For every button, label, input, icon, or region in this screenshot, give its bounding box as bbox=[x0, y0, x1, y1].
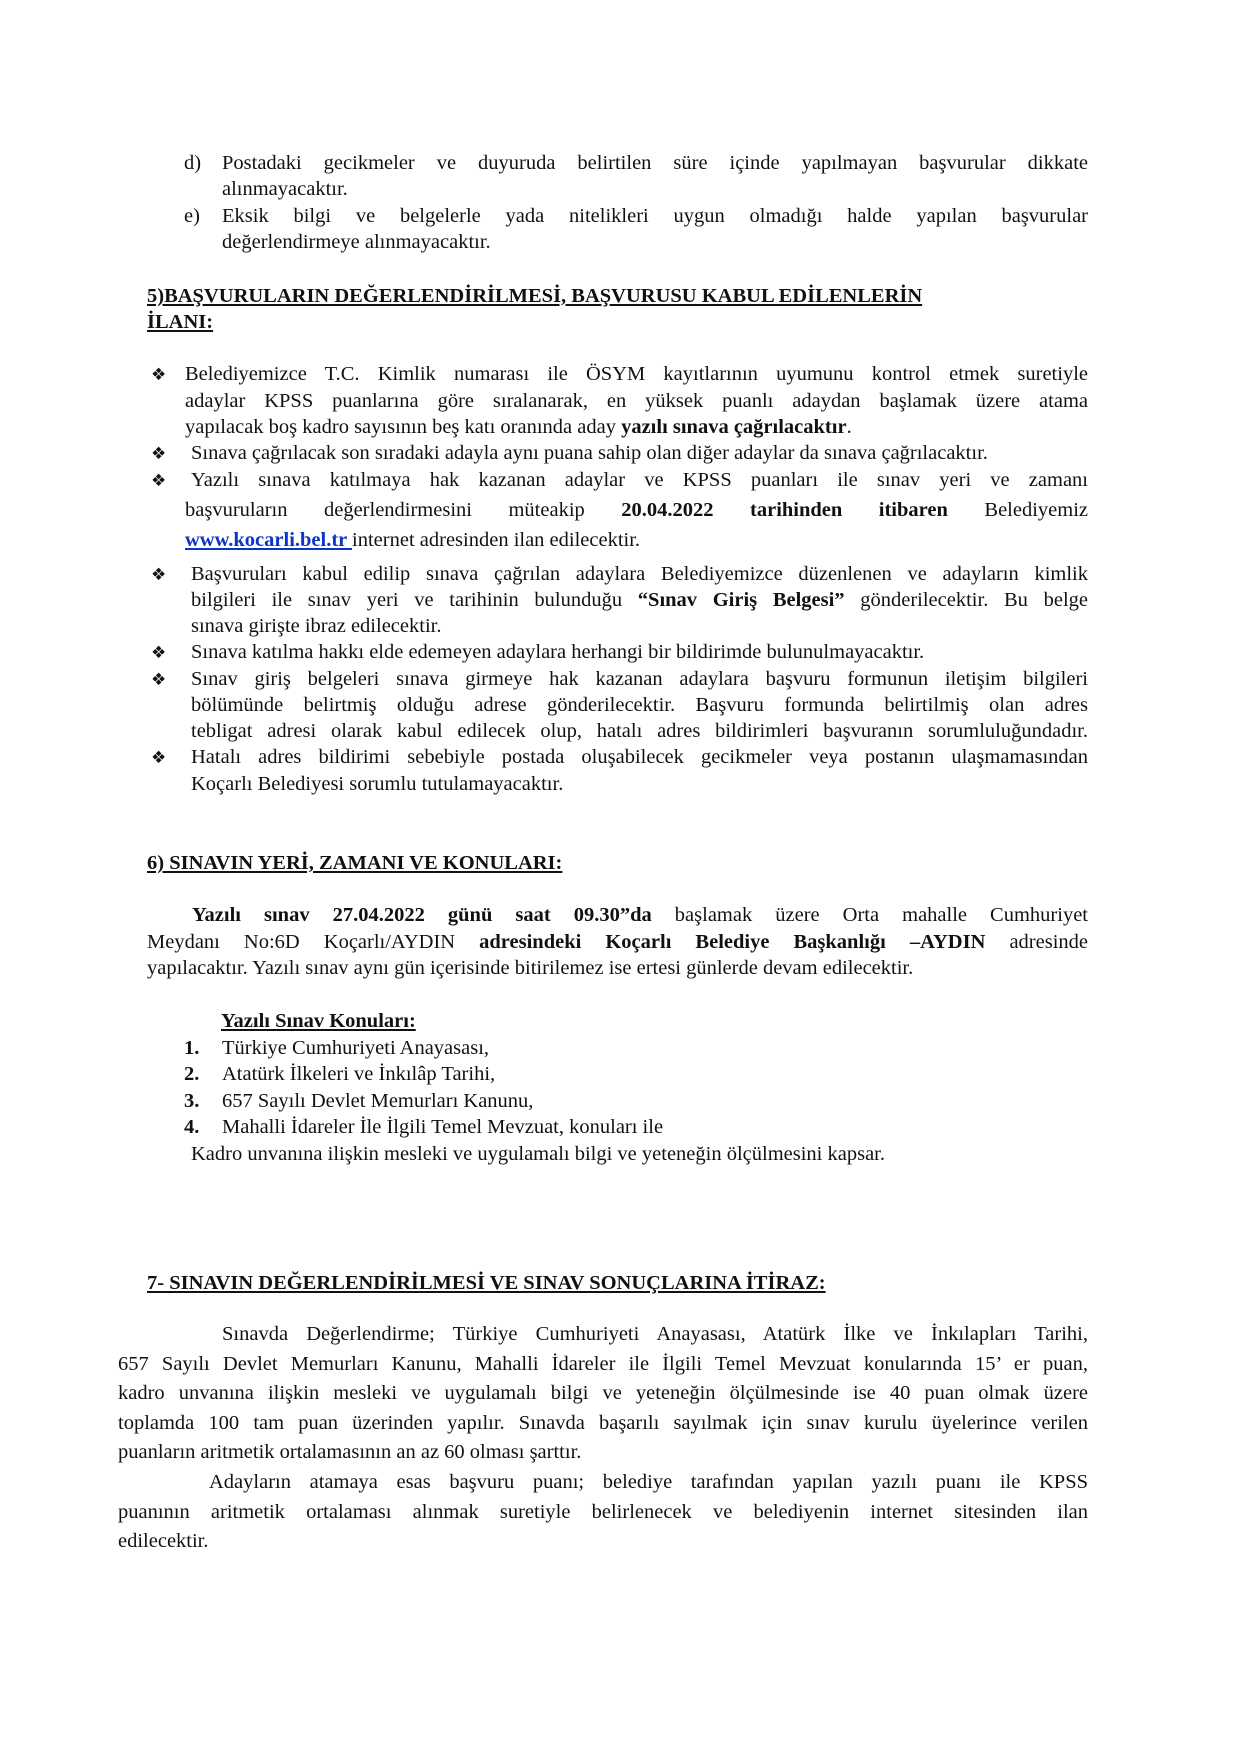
bullet-text-line: Sınava çağrılacak son sıradaki adayla aynı puana sahip olan diğer adaylar da sınava çağrılacaktır. bbox=[191, 442, 988, 464]
bullet-text-line: yapılacak boş kadro sayısının beş katı oranında aday yazılı sınava çağrılacaktır. bbox=[185, 416, 852, 438]
bullet-text-line: Başvuruları kabul edilip sınava çağrılan adaylara Belediyemizce düzenlenen ve adayların kimlik bbox=[191, 563, 1088, 585]
topic-number: 4. bbox=[184, 1116, 200, 1138]
bullet-text-line: Belediyemizce T.C. Kimlik numarası ile ÖSYM kayıtlarının uyumunu kontrol etmek suretiyle bbox=[185, 363, 1088, 385]
section-heading: İLANI: bbox=[147, 311, 214, 333]
topic-number: 1. bbox=[184, 1037, 200, 1059]
section-heading: 6) SINAVIN YERİ, ZAMANI VE KONULARI: bbox=[147, 852, 563, 874]
paragraph-line: 657 Sayılı Devlet Memurları Kanunu, Mahalli İdareler ile İlgili Temel Mevzuat konularında 15’ er puan, bbox=[118, 1353, 1088, 1375]
paragraph-line: puanının aritmetik ortalaması alınmak suretiyle belirlenecek ve belediyenin internet sitesinden ilan bbox=[118, 1501, 1088, 1523]
paragraph-line: Meydanı No:6D Koçarlı/AYDIN adresindeki Koçarlı Belediye Başkanlığı –AYDIN adresinde bbox=[147, 931, 1088, 953]
item-text-line: değerlendirmeye alınmayacaktır. bbox=[222, 231, 491, 253]
topics-heading: Yazılı Sınav Konuları: bbox=[221, 1010, 416, 1032]
item-label: d) bbox=[184, 152, 202, 174]
bullet-text-line: bölümünde belirtmiş olduğu adrese gönderilecektir. Başvuru formunda belirtilmiş olan adres bbox=[191, 694, 1088, 716]
diamond-bullet-icon: ❖ bbox=[151, 670, 167, 690]
bullet-text-line: Yazılı sınava katılmaya hak kazanan adaylar ve KPSS puanları ile sınav yeri ve zamanı bbox=[191, 469, 1088, 491]
topic-text: Mahalli İdareler İle İlgili Temel Mevzuat, konuları ile bbox=[222, 1116, 664, 1138]
paragraph-line: edilecektir. bbox=[118, 1530, 209, 1552]
bullet-text-line: başvuruların değerlendirmesini müteakip 20.04.2022 tarihinden itibaren Belediyemiz bbox=[185, 499, 1088, 521]
bullet-text-line: Hatalı adres bildirimi sebebiyle postada oluşabilecek gecikmeler veya postanın ulaşmamasından bbox=[191, 746, 1088, 768]
item-text-line: alınmayacaktır. bbox=[222, 178, 348, 200]
bullet-text-line: Koçarlı Belediyesi sorumlu tutulamayacaktır. bbox=[191, 773, 564, 795]
topic-number: 2. bbox=[184, 1063, 200, 1085]
paragraph-line: Yazılı sınav 27.04.2022 günü saat 09.30”da başlamak üzere Orta mahalle Cumhuriyet bbox=[192, 904, 1088, 926]
diamond-bullet-icon: ❖ bbox=[151, 471, 167, 491]
diamond-bullet-icon: ❖ bbox=[151, 748, 167, 768]
diamond-bullet-icon: ❖ bbox=[151, 565, 167, 585]
item-text-line: Eksik bilgi ve belgelerle yada nitelikleri uygun olmadığı halde yapılan başvurular bbox=[222, 205, 1088, 227]
bullet-text-line: sınava girişte ibraz edilecektir. bbox=[191, 615, 442, 637]
diamond-bullet-icon: ❖ bbox=[151, 444, 167, 464]
topic-text: Türkiye Cumhuriyeti Anayasası, bbox=[222, 1037, 490, 1059]
item-label: e) bbox=[184, 205, 200, 227]
bullet-text-line: www.kocarli.bel.tr internet adresinden ilan edilecektir. bbox=[185, 529, 641, 551]
bullet-text-line: tebligat adresi olarak kabul edilecek olup, hatalı adres bildirimleri başvuranın sorumluluğundadır. bbox=[191, 720, 1088, 742]
paragraph-line: puanların aritmetik ortalamasının an az 60 olması şarttır. bbox=[118, 1441, 582, 1463]
website-link[interactable]: www.kocarli.bel.tr bbox=[185, 529, 353, 551]
diamond-bullet-icon: ❖ bbox=[151, 643, 167, 663]
paragraph-line: yapılacaktır. Yazılı sınav aynı gün içerisinde bitirilemez ise ertesi günlerde devam edilecektir. bbox=[147, 957, 914, 979]
paragraph-line: kadro unvanına ilişkin mesleki ve uygulamalı bilgi ve yeteneğin ölçülmesinde ise 40 puan olmak üzere bbox=[118, 1382, 1088, 1404]
topics-footer: Kadro unvanına ilişkin mesleki ve uygulamalı bilgi ve yeteneğin ölçülmesini kapsar. bbox=[191, 1143, 885, 1165]
section-heading: 5)BAŞVURULARIN DEĞERLENDİRİLMESİ, BAŞVURUSU KABUL EDİLENLERİN bbox=[147, 285, 923, 307]
paragraph-line: toplamda 100 tam puan üzerinden yapılır. Sınavda başarılı sayılmak için sınav kurulu üyelerince verilen bbox=[118, 1412, 1088, 1434]
item-text-line: Postadaki gecikmeler ve duyuruda belirtilen süre içinde yapılmayan başvurular dikkate bbox=[222, 152, 1088, 174]
bullet-text-line: adaylar KPSS puanlarına göre sıralanarak, en yüksek puanlı adaydan başlamak üzere atama bbox=[185, 390, 1088, 412]
section-heading: 7- SINAVIN DEĞERLENDİRİLMESİ VE SINAV SONUÇLARINA İTİRAZ: bbox=[147, 1272, 826, 1294]
topic-text: 657 Sayılı Devlet Memurları Kanunu, bbox=[222, 1090, 534, 1112]
bullet-text-line: Sınava katılma hakkı elde edemeyen adaylara herhangi bir bildirimde bulunulmayacaktır. bbox=[191, 641, 925, 663]
paragraph-line: Sınavda Değerlendirme; Türkiye Cumhuriyeti Anayasası, Atatürk İlke ve İnkılapları Tarihi, bbox=[222, 1323, 1088, 1345]
bullet-text-line: Sınav giriş belgeleri sınava girmeye hak kazanan adaylara başvuru formunun iletişim bilgileri bbox=[191, 668, 1088, 690]
bullet-text-line: bilgileri ile sınav yeri ve tarihinin bulunduğu “Sınav Giriş Belgesi” gönderilecektir. Bu belge bbox=[191, 589, 1088, 611]
topic-number: 3. bbox=[184, 1090, 200, 1112]
diamond-bullet-icon: ❖ bbox=[151, 365, 167, 385]
topic-text: Atatürk İlkeleri ve İnkılâp Tarihi, bbox=[222, 1063, 496, 1085]
paragraph-line: Adayların atamaya esas başvuru puanı; belediye tarafından yapılan yazılı puanı ile KPSS bbox=[209, 1471, 1088, 1493]
